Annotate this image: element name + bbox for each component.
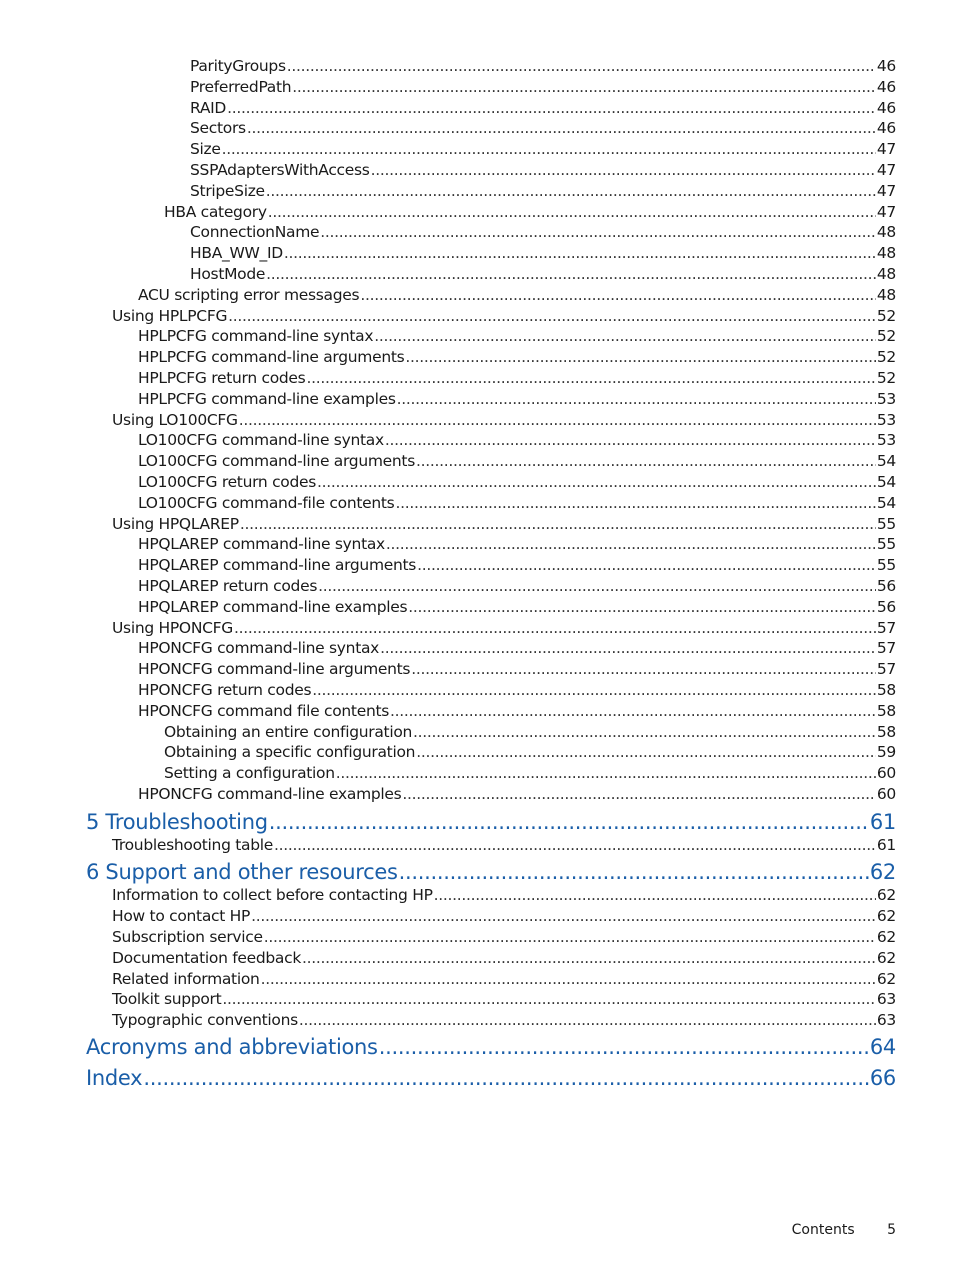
dot-leader (408, 597, 876, 618)
toc-entry-page: 47 (876, 202, 896, 221)
toc-entry-sectors[interactable] (0, 118, 954, 139)
toc-entry-using-hponcfg[interactable] (0, 618, 954, 639)
toc-entry-page: 62 (876, 948, 896, 967)
dot-leader (397, 389, 876, 410)
toc-chapter-index[interactable] (0, 1062, 954, 1093)
toc-chapter-title: 6 Support and other resources (86, 860, 398, 885)
toc-entry-page: 58 (876, 701, 896, 720)
dot-leader (402, 784, 875, 805)
toc-entry-title: Toolkit support (112, 990, 222, 1009)
toc-entry-title: Subscription service (112, 928, 263, 947)
dot-leader (320, 222, 876, 243)
dot-leader (395, 493, 875, 514)
dot-leader (274, 835, 876, 856)
toc-entry-hponcfg-examples[interactable] (0, 784, 954, 805)
toc-entry-title: Size (190, 140, 221, 159)
toc-entry-page: 63 (876, 990, 896, 1009)
dot-leader (228, 306, 876, 327)
toc-entry-title: HPLPCFG command-line syntax (138, 327, 374, 346)
toc-entry-sspadapterswithaccess[interactable] (0, 160, 954, 181)
toc-entry-page: 54 (876, 493, 896, 512)
toc-entry-title: LO100CFG command-file contents (138, 493, 395, 512)
dot-leader (416, 742, 876, 763)
toc-entry-page: 62 (876, 928, 896, 947)
toc-entry-troubleshooting-table[interactable] (0, 835, 954, 856)
toc-entry-title: Information to collect before contacting HP (112, 886, 433, 905)
toc-entry-hponcfg-return-codes[interactable] (0, 680, 954, 701)
toc-entry-title: Related information (112, 969, 260, 988)
toc-entry-title: HPLPCFG command-line arguments (138, 348, 405, 367)
dot-leader (405, 347, 875, 368)
dot-leader (251, 906, 876, 927)
toc-entry-page: 53 (876, 431, 896, 450)
dot-leader (268, 202, 876, 223)
toc-entry-setting-configuration[interactable] (0, 763, 954, 784)
dot-leader (379, 1031, 869, 1062)
dot-leader (292, 77, 876, 98)
toc-entry-page: 60 (876, 784, 896, 803)
toc-entry-page: 46 (876, 57, 896, 75)
toc-entry-lo100cfg-return-codes[interactable] (0, 472, 954, 493)
toc-entry-page: 55 (876, 556, 896, 575)
toc-entry-title: Sectors (190, 119, 246, 138)
toc-entry-typographic-conventions[interactable] (0, 1010, 954, 1031)
toc-entry-documentation-feedback[interactable] (0, 948, 954, 969)
dot-leader (261, 969, 876, 990)
toc-entry-title: Documentation feedback (112, 948, 302, 967)
dot-leader (434, 885, 876, 906)
toc-entry-hpqlarep-syntax[interactable] (0, 534, 954, 555)
dot-leader (413, 722, 876, 743)
toc-entry-page: 56 (876, 597, 896, 616)
dot-leader (317, 472, 876, 493)
dot-leader (380, 638, 876, 659)
dot-leader (222, 139, 876, 160)
toc-chapter-title: Index (86, 1066, 143, 1091)
toc-entry-title: HPONCFG return codes (138, 680, 312, 699)
dot-leader (306, 368, 875, 389)
dot-leader (269, 805, 869, 835)
toc-entry-hponcfg-syntax[interactable] (0, 638, 954, 659)
toc-entry-page: 63 (876, 1011, 896, 1030)
toc-entry-page: 55 (876, 514, 896, 533)
toc-entry-page: 57 (876, 639, 896, 658)
toc-entry-title: Using HPONCFG (112, 618, 233, 637)
toc-entry-title: PreferredPath (190, 77, 292, 96)
toc-entry-page: 46 (876, 119, 896, 138)
toc-entry-title: ParityGroups (190, 57, 286, 75)
table-of-contents (0, 56, 954, 1093)
toc-entry-raid[interactable] (0, 98, 954, 119)
toc-entry-title: Using LO100CFG (112, 410, 238, 429)
toc-entry-information-to-collect[interactable] (0, 885, 954, 906)
toc-chapter-page: 64 (869, 1035, 896, 1060)
toc-entry-page: 53 (876, 389, 896, 408)
dot-leader (385, 430, 876, 451)
dot-leader (386, 534, 876, 555)
toc-entry-hplpcfg-return-codes[interactable] (0, 368, 954, 389)
toc-entry-page: 55 (876, 535, 896, 554)
toc-entry-connectionname[interactable] (0, 222, 954, 243)
dot-leader (143, 1062, 869, 1093)
toc-entry-lo100cfg-syntax[interactable] (0, 430, 954, 451)
toc-entry-hpqlarep-return-codes[interactable] (0, 576, 954, 597)
dot-leader (287, 56, 876, 77)
toc-entry-page: 46 (876, 77, 896, 96)
toc-entry-subscription-service[interactable] (0, 927, 954, 948)
dot-leader (234, 618, 876, 639)
toc-entry-page: 59 (876, 743, 896, 762)
toc-chapter-page: 66 (869, 1066, 896, 1091)
dot-leader (312, 680, 876, 701)
dot-leader (411, 659, 876, 680)
dot-leader (360, 285, 876, 306)
toc-entry-page: 58 (876, 722, 896, 741)
toc-entry-obtaining-specific-configuration[interactable] (0, 742, 954, 763)
toc-entry-title: Typographic conventions (112, 1011, 298, 1030)
dot-leader (222, 989, 875, 1010)
toc-entry-page: 62 (876, 886, 896, 905)
toc-entry-title: Obtaining a specific configuration (164, 743, 416, 762)
dot-leader (247, 118, 876, 139)
toc-entry-title: How to contact HP (112, 907, 251, 926)
toc-entry-lo100cfg-file-contents[interactable] (0, 493, 954, 514)
toc-entry-stripesize[interactable] (0, 181, 954, 202)
toc-entry-page: 52 (876, 368, 896, 387)
toc-entry-page: 57 (876, 660, 896, 679)
toc-entry-title: ACU scripting error messages (138, 285, 360, 304)
toc-entry-title: Setting a configuration (164, 764, 335, 783)
toc-entry-page: 47 (876, 181, 896, 200)
toc-entry-page: 53 (876, 410, 896, 429)
toc-entry-page: 60 (876, 764, 896, 783)
toc-entry-page: 56 (876, 576, 896, 595)
dot-leader (284, 243, 876, 264)
toc-chapter-title: 5 Troubleshooting (86, 809, 268, 834)
toc-entry-lo100cfg-arguments[interactable] (0, 451, 954, 472)
toc-entry-title: Using HPLPCFG (112, 306, 228, 325)
toc-chapter-page: 61 (869, 809, 896, 834)
toc-entry-hba-category[interactable] (0, 202, 954, 223)
toc-entry-hostmode[interactable] (0, 264, 954, 285)
toc-entry-title: StripeSize (190, 181, 265, 200)
toc-entry-page: 62 (876, 907, 896, 926)
toc-entry-title: HostMode (190, 264, 266, 283)
dot-leader (399, 855, 869, 885)
toc-entry-page: 58 (876, 680, 896, 699)
toc-entry-title: HPLPCFG return codes (138, 368, 306, 387)
toc-entry-size[interactable] (0, 139, 954, 160)
toc-entry-page: 48 (876, 285, 896, 304)
toc-entry-title: HPONCFG command-line examples (138, 784, 402, 803)
toc-entry-hplpcfg-arguments[interactable] (0, 347, 954, 368)
dot-leader (266, 181, 876, 202)
toc-entry-title: Using HPQLAREP (112, 514, 239, 533)
toc-entry-page: 57 (876, 618, 896, 637)
footer-page-number: 5 (887, 1222, 896, 1238)
toc-entry-title: ConnectionName (190, 223, 320, 242)
toc-chapter-acronyms-and-abbreviations[interactable] (0, 1031, 954, 1062)
toc-entry-hpqlarep-arguments[interactable] (0, 555, 954, 576)
toc-entry-page: 54 (876, 472, 896, 491)
toc-entry-title: LO100CFG command-line arguments (138, 452, 415, 471)
dot-leader (299, 1010, 876, 1031)
toc-entry-how-to-contact-hp[interactable] (0, 906, 954, 927)
dot-leader (227, 98, 876, 119)
toc-entry-title: LO100CFG return codes (138, 472, 317, 491)
toc-entry-title: HPQLAREP command-line syntax (138, 535, 385, 554)
toc-entry-page: 46 (876, 98, 896, 117)
toc-entry-title: HPONCFG command-line arguments (138, 660, 411, 679)
footer-section-label: Contents (791, 1222, 855, 1238)
toc-entry-hba-ww-id[interactable] (0, 243, 954, 264)
toc-entry-title: Troubleshooting table (112, 835, 274, 854)
dot-leader (264, 927, 876, 948)
toc-entry-using-hpqlarep[interactable] (0, 514, 954, 535)
toc-entry-page: 48 (876, 264, 896, 283)
dot-leader (266, 264, 876, 285)
toc-chapter-title: Acronyms and abbreviations (86, 1035, 378, 1060)
toc-entry-page: 54 (876, 452, 896, 471)
dot-leader (374, 326, 876, 347)
toc-entry-page: 52 (876, 306, 896, 325)
toc-entry-title: RAID (190, 98, 227, 117)
toc-entry-page: 52 (876, 327, 896, 346)
dot-leader (390, 701, 876, 722)
toc-entry-hplpcfg-syntax[interactable] (0, 326, 954, 347)
toc-entry-hpqlarep-examples[interactable] (0, 597, 954, 618)
dot-leader (416, 451, 876, 472)
toc-entry-title: LO100CFG command-line syntax (138, 431, 384, 450)
dot-leader (302, 948, 876, 969)
toc-entry-hplpcfg-examples[interactable] (0, 389, 954, 410)
dot-leader (318, 576, 876, 597)
toc-entry-title: HBA_WW_ID (190, 244, 283, 263)
toc-entry-title: HBA category (164, 202, 267, 221)
toc-entry-using-hplpcfg[interactable] (0, 306, 954, 327)
toc-chapter-page: 62 (869, 860, 896, 885)
toc-entry-page: 62 (876, 969, 896, 988)
toc-entry-page: 47 (876, 160, 896, 179)
toc-entry-page: 61 (876, 835, 896, 854)
toc-entry-toolkit-support[interactable] (0, 989, 954, 1010)
toc-entry-title: HPQLAREP command-line arguments (138, 556, 417, 575)
toc-entry-title: SSPAdaptersWithAccess (190, 160, 370, 179)
toc-entry-preferredpath[interactable] (0, 77, 954, 98)
toc-entry-hponcfg-arguments[interactable] (0, 659, 954, 680)
toc-entry-page: 52 (876, 348, 896, 367)
toc-entry-paritygroups[interactable] (0, 56, 954, 77)
toc-entry-title: HPQLAREP return codes (138, 576, 318, 595)
toc-entry-hponcfg-file-contents[interactable] (0, 701, 954, 722)
toc-entry-related-information[interactable] (0, 969, 954, 990)
page-footer (0, 1222, 954, 1238)
toc-chapter-troubleshooting[interactable] (0, 805, 954, 835)
toc-entry-page: 48 (876, 244, 896, 263)
toc-entry-title: Obtaining an entire configuration (164, 722, 413, 741)
dot-leader (417, 555, 876, 576)
dot-leader (239, 410, 876, 431)
toc-entry-title: HPQLAREP command-line examples (138, 597, 408, 616)
toc-entry-acu-scripting-error-messages[interactable] (0, 285, 954, 306)
toc-entry-title: HPLPCFG command-line examples (138, 389, 396, 408)
toc-chapter-support-and-other-resources[interactable] (0, 855, 954, 885)
dot-leader (240, 514, 876, 535)
dot-leader (371, 160, 876, 181)
toc-entry-page: 47 (876, 140, 896, 159)
toc-entry-using-lo100cfg[interactable] (0, 410, 954, 431)
toc-entry-title: HPONCFG command file contents (138, 701, 390, 720)
toc-entry-page: 48 (876, 223, 896, 242)
toc-entry-title: HPONCFG command-line syntax (138, 639, 380, 658)
toc-entry-obtaining-entire-configuration[interactable] (0, 722, 954, 743)
dot-leader (336, 763, 876, 784)
